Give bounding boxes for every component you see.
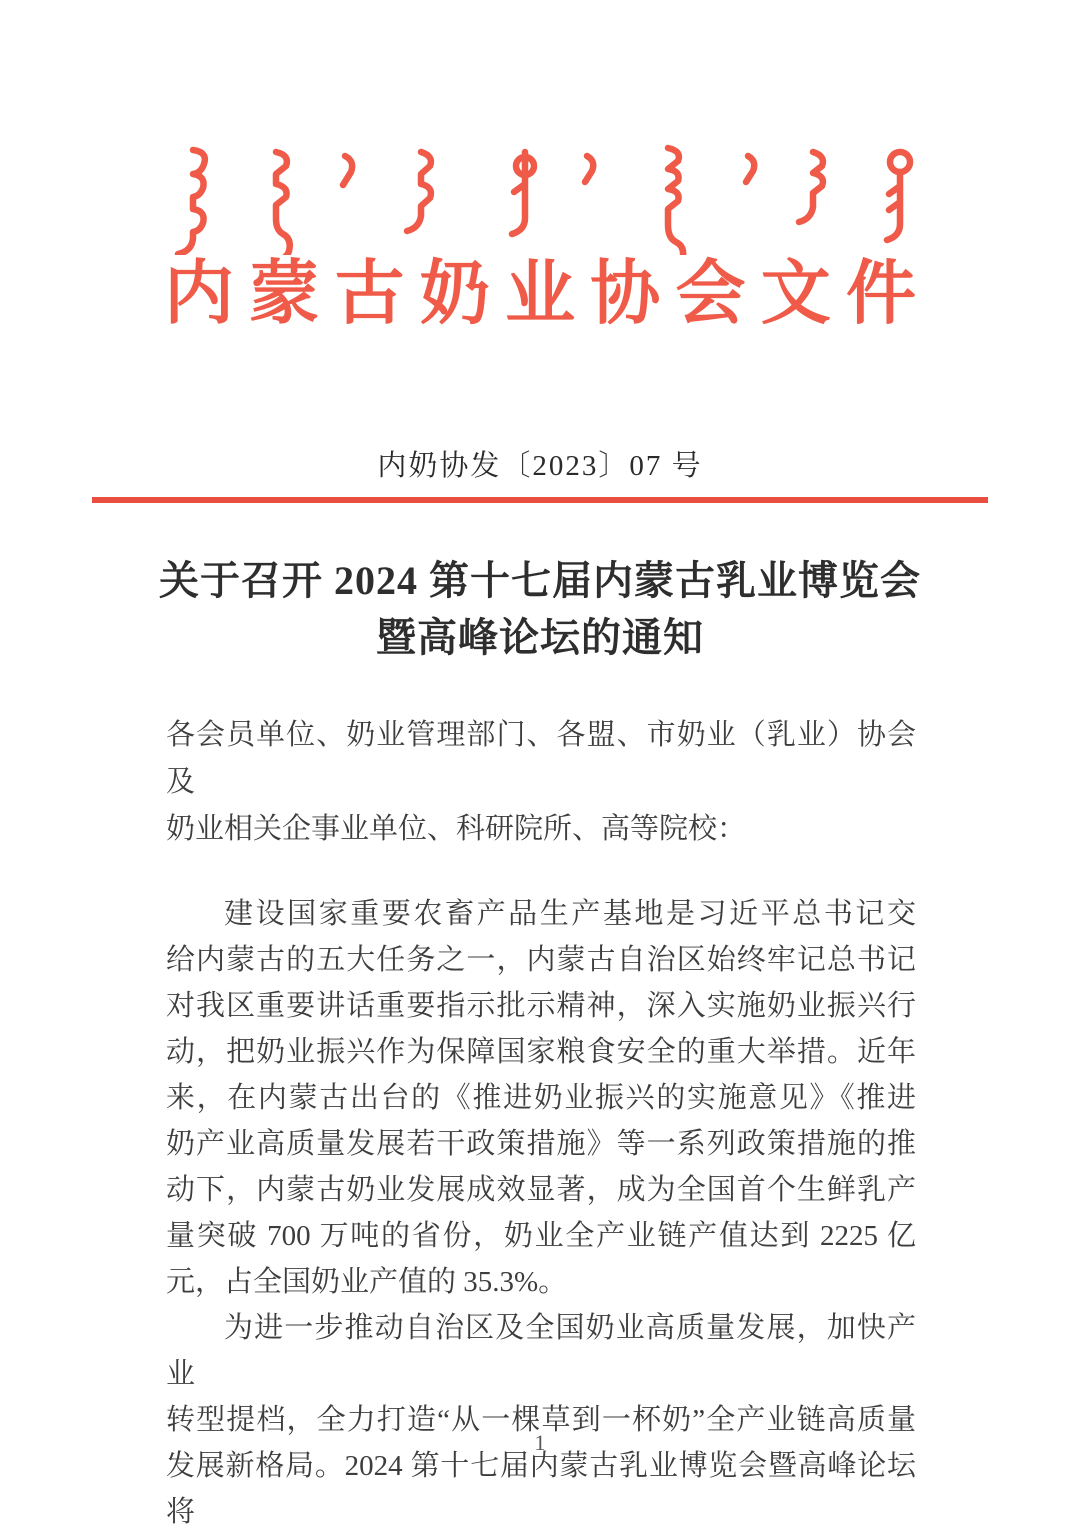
body-line: 为进一步推动自治区及全国奶业高质量发展，加快产业 — [166, 1312, 916, 1390]
body-line: 来，在内蒙古出台的《推进奶业振兴的实施意见》《推进 — [166, 1082, 916, 1114]
body-line: 对我区重要讲话重要指示批示精神，深入实施奶业振兴行 — [166, 990, 916, 1022]
document-body — [166, 712, 916, 1535]
body-paragraph-1 — [166, 891, 916, 1305]
body-line: 发展新格局。2024 第十七届内蒙古乳业博览会暨高峰论坛将 — [166, 1450, 916, 1528]
addressee-line: 奶业相关企事业单位、科研院所、高等院校： — [166, 813, 747, 845]
body-line: 量突破 700 万吨的省份，奶业全产业链产值达到 2225 亿 — [166, 1220, 916, 1252]
body-line: 给内蒙古的五大任务之一，内蒙古自治区始终牢记总书记 — [166, 944, 916, 976]
body-line: 元，占全国奶业产值的 35.3%。 — [166, 1266, 568, 1298]
page-footer — [0, 1428, 1080, 1458]
page-number: 1 — [534, 1430, 546, 1455]
addressee-line: 各会员单位、奶业管理部门、各盟、市奶业（乳业）协会及 — [166, 719, 916, 798]
document-title — [0, 552, 1080, 666]
body-paragraph-2 — [166, 1305, 916, 1535]
document-title-line2: 暨高峰论坛的通知 — [376, 615, 704, 660]
body-line: 动，把奶业振兴作为保障国家粮食安全的重大举措。近年 — [166, 1036, 916, 1068]
org-title: 内蒙古奶业协会文件 — [164, 256, 916, 333]
body-line: 奶产业高质量发展若干政策措施》等一系列政策措施的推 — [166, 1128, 916, 1160]
body-line: 建设国家重要农畜产品生产基地是习近平总书记交 — [224, 898, 916, 930]
body-line: 动下，内蒙古奶业发展成效显著，成为全国首个生鲜乳产 — [166, 1174, 916, 1206]
document-title-line1: 关于召开 2024 第十七届内蒙古乳业博览会 — [159, 558, 921, 603]
red-divider-rule — [92, 497, 988, 503]
mongolian-script-banner-icon — [163, 140, 915, 255]
doc-number: 内奶协发〔2023〕07 号 — [377, 450, 703, 482]
addressee-block — [166, 712, 916, 853]
body-line: 转型提档，全力打造“从一棵草到一杯奶”全产业链高质量 — [166, 1404, 916, 1436]
